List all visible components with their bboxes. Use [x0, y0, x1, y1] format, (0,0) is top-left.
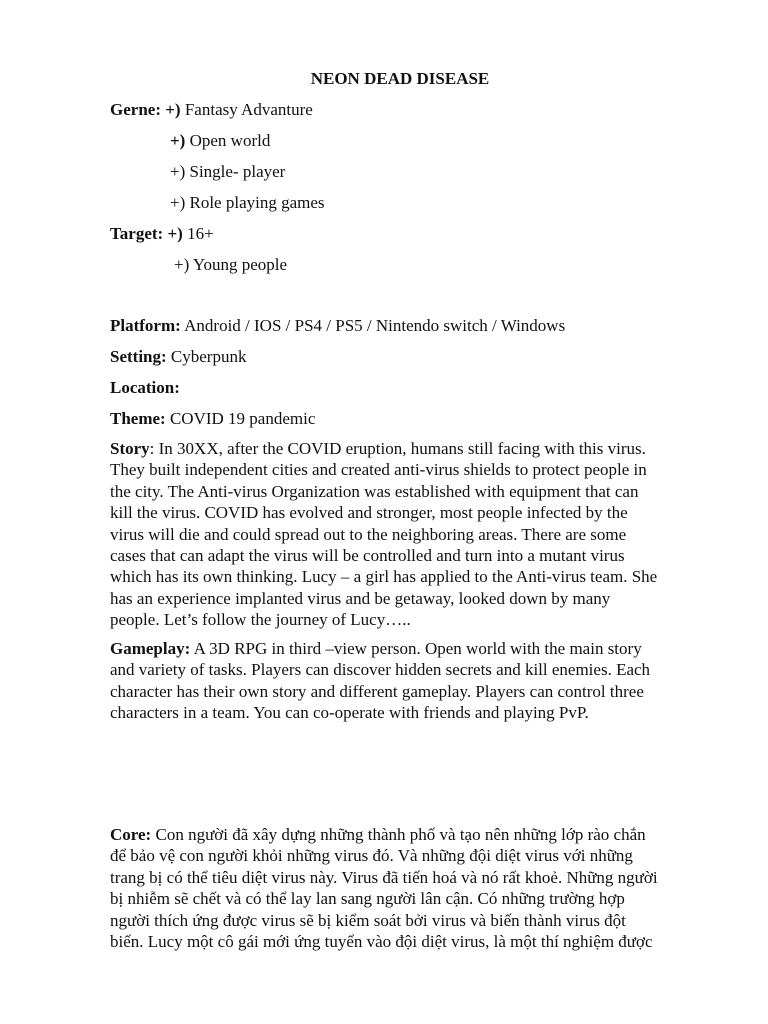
target-first: 16+ [187, 224, 214, 243]
gameplay-line: character has their own story and different gameplay. Players can control three [110, 681, 644, 701]
story-line: cases that can adapt the virus will be controlled and turn into a mutant virus [110, 546, 625, 566]
document-title: NEON DEAD DISEASE [310, 69, 490, 88]
theme-line [110, 409, 315, 429]
location-label: Location: [110, 378, 180, 397]
story-line: They built independent cities and created anti-virus shields to protect people in [110, 460, 647, 480]
genre-item: +) Single- player [170, 162, 286, 181]
target-marker: +) [167, 224, 183, 243]
target-label: Target: [110, 224, 164, 243]
core-line: biến. Lucy một cô gái mới ứng tuyển vào đội diệt virus, là một thí nghiệm được [110, 932, 653, 952]
genre-item [170, 131, 270, 151]
story-paragraph [110, 438, 700, 631]
story-line: virus will die and could spread out to the neighboring areas. There are some [110, 524, 627, 544]
gameplay-label: Gameplay: [110, 639, 191, 658]
genre-line [110, 100, 313, 120]
setting-line [110, 347, 246, 367]
location-line [110, 378, 180, 398]
gameplay-paragraph [110, 638, 700, 724]
genre-item: +) Role playing games [170, 193, 325, 212]
core-label: Core: [110, 825, 152, 844]
core-line [110, 824, 700, 845]
theme-value: COVID 19 pandemic [169, 409, 316, 428]
gameplay-line: characters in a team. You can co-operate with friends and playing PvP. [110, 703, 589, 723]
core-paragraph [110, 824, 700, 952]
core-text: Con người đã xây dựng những thành phố và tạo nên những lớp rào chắn [151, 825, 646, 844]
gameplay-text: A 3D RPG in third –view person. Open world with the main story [190, 639, 642, 658]
story-line: which has its own thinking. Lucy – a girl has applied to the Anti-virus team. She [110, 567, 658, 587]
theme-label: Theme: [110, 409, 166, 428]
story-line: the city. The Anti-virus Organization was established with equipment that can [110, 481, 639, 501]
story-line: people. Let’s follow the journey of Lucy….. [110, 610, 411, 630]
genre-marker: +) [170, 131, 186, 150]
genre-marker: +) [165, 100, 181, 119]
gameplay-line: and variety of tasks. Players can discover hidden secrets and kill enemies. Each [110, 660, 651, 680]
gameplay-line [110, 638, 700, 659]
platform-value: Android / IOS / PS4 / PS5 / Nintendo switch / Windows [184, 316, 566, 335]
genre-label: Gerne: [110, 100, 161, 119]
setting-label: Setting: [110, 347, 167, 366]
story-text: : In 30XX, after the COVID eruption, humans still facing with this virus. [149, 439, 646, 458]
story-line: kill the virus. COVID has evolved and stronger, most people infected by the [110, 503, 628, 523]
genre-first: Fantasy Advanture [184, 100, 313, 119]
core-line: bị nhiễm sẽ chết và có thể lay lan sang người lân cận. Có những trường hợp [110, 889, 625, 909]
target-item: +) Young people [174, 255, 288, 274]
story-line: has an experience implanted virus and be getaway, looked down by many [110, 588, 611, 608]
story-line [110, 438, 700, 459]
core-line: để bảo vệ con người khỏi những virus đó. Và những đội diệt virus với những [110, 846, 633, 866]
core-line: người thích ứng được virus sẽ bị kiểm soát bởi virus và biến thành virus đột [110, 910, 626, 930]
story-label: Story [110, 439, 150, 458]
setting-value: Cyberpunk [170, 347, 247, 366]
platform-label: Platform: [110, 316, 181, 335]
platform-line [110, 316, 565, 336]
target-line [110, 224, 214, 244]
core-line: trang bị có thể tiêu diệt virus này. Virus đã tiến hoá và nó rất khoẻ. Những người [110, 867, 658, 887]
genre-item-text: Open world [189, 131, 271, 150]
